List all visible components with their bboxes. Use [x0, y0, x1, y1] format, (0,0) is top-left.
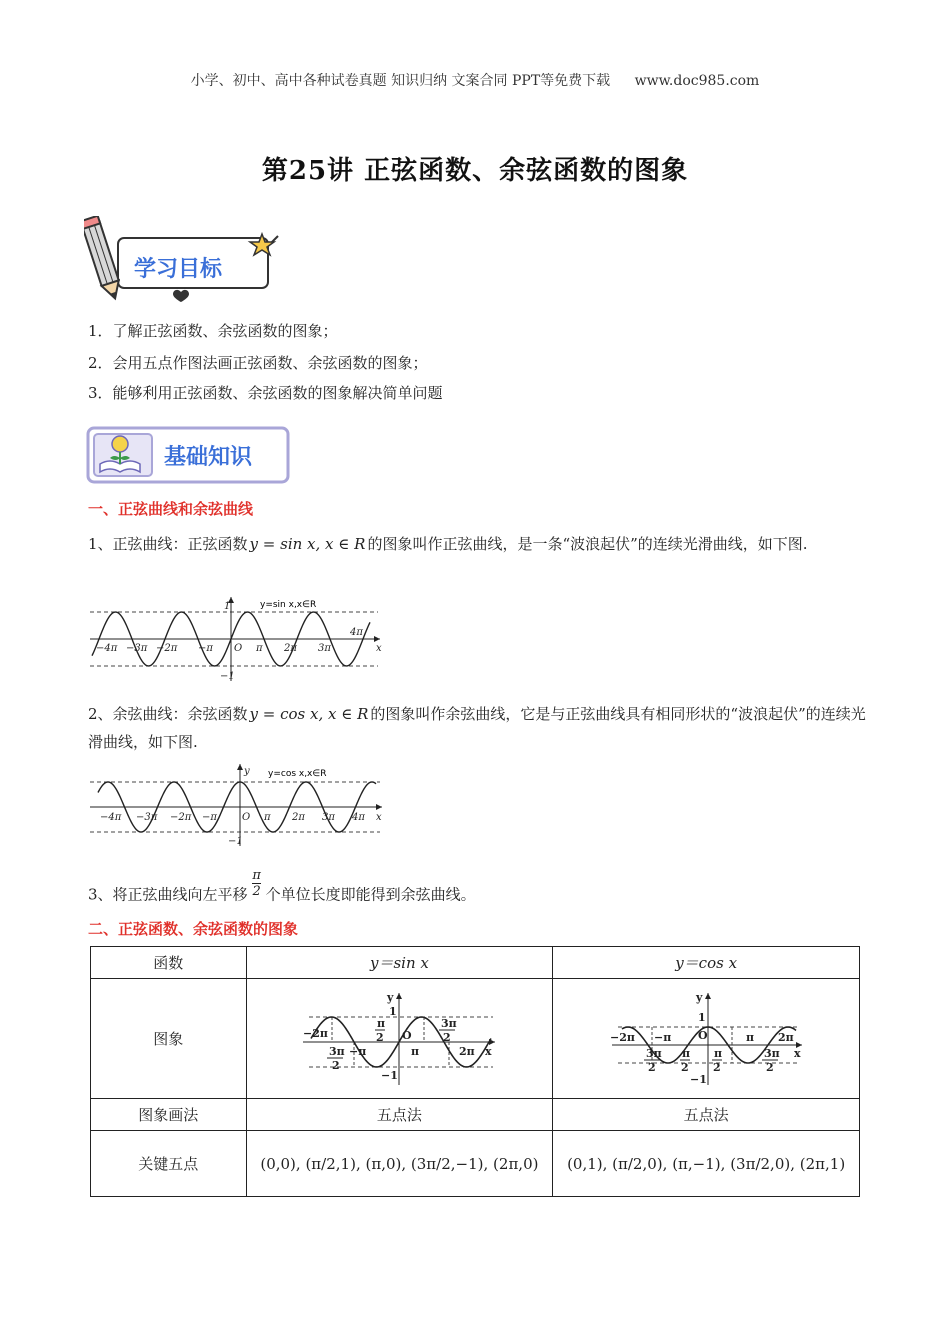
- tick-label: π: [256, 643, 263, 654]
- goals-badge: [84, 216, 284, 306]
- svg-text:x: x: [485, 1044, 492, 1058]
- comparison-table: [90, 946, 860, 1197]
- svg-text:3π: 3π: [764, 1046, 780, 1060]
- tick-label: −1: [228, 836, 243, 847]
- header-text: 小学、初中、高中各种试卷真题 知识归纳 文案合同 PPT等免费下载: [190, 73, 611, 89]
- tick-label: −4π: [96, 643, 118, 654]
- sin-method: 五点法: [246, 1099, 553, 1131]
- svg-text:π: π: [714, 1046, 723, 1060]
- tick-label: −3π: [136, 812, 158, 823]
- tick-label: π: [264, 812, 271, 823]
- svg-text:2: 2: [648, 1060, 656, 1074]
- shift-suffix: 个单位长度即能得到余弦曲线。: [265, 885, 476, 904]
- key-point: (3π/2,−1): [410, 1154, 484, 1173]
- key-point: (2π,1): [799, 1154, 846, 1173]
- key-point: (0,0): [260, 1154, 296, 1173]
- knowledge-badge: [86, 424, 292, 486]
- tick-label: 3π: [318, 643, 331, 654]
- tick-label: 3π: [322, 812, 335, 823]
- row-label: 图象: [91, 979, 247, 1099]
- key-point: (2π,0): [493, 1154, 539, 1173]
- sine-formula: y = sin x, x ∈ R: [249, 535, 366, 553]
- tick-label: 2π: [284, 643, 297, 654]
- cos-key-points: (0,1), (π/2,0), (π,−1), (3π/2,0), (2π,1): [553, 1131, 860, 1197]
- svg-text:O: O: [402, 1028, 412, 1042]
- svg-text:−1: −1: [690, 1072, 707, 1086]
- cosine-formula: y = cos x, x ∈ R: [249, 705, 369, 723]
- sine-def-suffix: 的图象叫作正弦曲线，是一条“波浪起伏”的连续光滑曲线，如下图.: [367, 535, 808, 553]
- tick-label: −π: [202, 812, 217, 823]
- svg-text:y: y: [696, 990, 703, 1004]
- key-point: (3π/2,0): [730, 1154, 791, 1173]
- key-point: (π,−1): [672, 1154, 721, 1173]
- shift-prefix: 3、将正弦曲线向左平移: [88, 885, 248, 904]
- tick-label: −2π: [156, 643, 178, 654]
- tick-label: −4π: [100, 812, 122, 823]
- cosine-curve-graph: [88, 762, 384, 848]
- svg-text:−1: −1: [381, 1068, 399, 1082]
- tick-label: 4π: [352, 812, 365, 823]
- svg-text:2: 2: [681, 1060, 689, 1074]
- tick-label: −1: [220, 671, 235, 682]
- svg-text:x: x: [794, 1046, 801, 1060]
- cosine-graph-label: y=cos x,x∈R: [268, 769, 327, 779]
- svg-text:3π: 3π: [646, 1046, 662, 1060]
- svg-text:π: π: [746, 1030, 755, 1044]
- cosine-definition: [88, 700, 868, 756]
- tick-label: y: [244, 766, 250, 777]
- document-title: 第25讲 正弦函数、余弦函数的图象: [261, 156, 689, 186]
- svg-text:π: π: [411, 1044, 420, 1058]
- tick-label: O: [242, 812, 251, 823]
- svg-text:2π: 2π: [459, 1044, 476, 1058]
- goals-badge-label: 学习目标: [134, 257, 223, 282]
- svg-text:2π: 2π: [778, 1030, 794, 1044]
- tick-label: 1: [224, 601, 231, 612]
- tick-label: 4π: [350, 627, 363, 638]
- pi-over-2-fraction: [252, 868, 261, 899]
- sin-key-points: (0,0), (π/2,1), (π,0), (3π/2,−1), (2π,0): [246, 1131, 553, 1197]
- svg-text:3π: 3π: [329, 1044, 346, 1058]
- svg-text:2: 2: [332, 1058, 341, 1072]
- section2-heading: 二、正弦函数、余弦函数的图象: [88, 920, 299, 938]
- svg-text:3π: 3π: [441, 1016, 458, 1030]
- key-point: (0,1): [567, 1154, 603, 1173]
- cos-method: 五点法: [553, 1099, 860, 1131]
- svg-text:O: O: [698, 1028, 708, 1042]
- key-point: (π/2,0): [612, 1154, 663, 1173]
- svg-text:2: 2: [443, 1030, 452, 1044]
- goal-item: 2．会用五点作图法画正弦函数、余弦函数的图象；: [88, 354, 428, 372]
- cos-image-cell: [553, 979, 860, 1099]
- section1-heading: 一、正弦曲线和余弦曲线: [88, 500, 254, 518]
- table-head: 函数: [91, 947, 247, 979]
- svg-text:1: 1: [389, 1004, 398, 1018]
- svg-text:−π: −π: [349, 1044, 367, 1058]
- key-point: (π,0): [365, 1154, 402, 1173]
- frac-den: 2: [252, 884, 261, 899]
- sine-def-prefix: 1、正弦曲线：正弦函数: [88, 535, 248, 553]
- sin-period-graph: [299, 987, 499, 1087]
- tick-label: −π: [198, 643, 213, 654]
- cosine-def-prefix: 2、余弦曲线：余弦函数: [88, 705, 248, 723]
- row-label: 关键五点: [91, 1131, 247, 1197]
- svg-text:−π: −π: [654, 1030, 672, 1044]
- table-head: y＝cos x: [553, 947, 860, 979]
- header-site: www.doc985.com: [634, 73, 760, 89]
- svg-text:y: y: [387, 990, 394, 1004]
- tick-label: 2π: [292, 812, 305, 823]
- svg-text:2: 2: [713, 1060, 721, 1074]
- svg-text:π: π: [682, 1046, 691, 1060]
- frac-num: π: [252, 868, 261, 883]
- goal-item: 1．了解正弦函数、余弦函数的图象；: [88, 322, 338, 340]
- sin-image-cell: [246, 979, 553, 1099]
- cosine-def-suffix: 的图象叫作余弦曲线，它是与正弦曲线具有相同形状的“波浪起伏”的连续光滑曲线，如下图.: [88, 705, 866, 751]
- tick-label: −2π: [170, 812, 192, 823]
- svg-text:1: 1: [698, 1010, 706, 1024]
- sine-curve-graph: [88, 595, 384, 683]
- table-head: y＝sin x: [246, 947, 553, 979]
- knowledge-badge-label: 基础知识: [164, 445, 253, 470]
- page-header: [0, 70, 950, 90]
- row-label: 图象画法: [91, 1099, 247, 1131]
- goal-item: 3．能够利用正弦函数、余弦函数的图象解决简单问题: [88, 384, 443, 402]
- svg-text:−2π: −2π: [303, 1026, 329, 1040]
- tick-label: O: [234, 643, 243, 654]
- svg-text:2: 2: [766, 1060, 774, 1074]
- svg-text:2: 2: [376, 1030, 385, 1044]
- sine-graph-label: y=sin x,x∈R: [260, 600, 317, 610]
- cos-period-graph: [606, 987, 806, 1087]
- tick-label: x: [376, 643, 382, 654]
- svg-text:π: π: [377, 1016, 386, 1030]
- key-point: (π/2,1): [305, 1154, 356, 1173]
- svg-text:−2π: −2π: [610, 1030, 636, 1044]
- tick-label: −3π: [126, 643, 148, 654]
- shift-statement: [88, 868, 476, 911]
- sine-definition: [88, 530, 868, 558]
- tick-label: x: [376, 812, 382, 823]
